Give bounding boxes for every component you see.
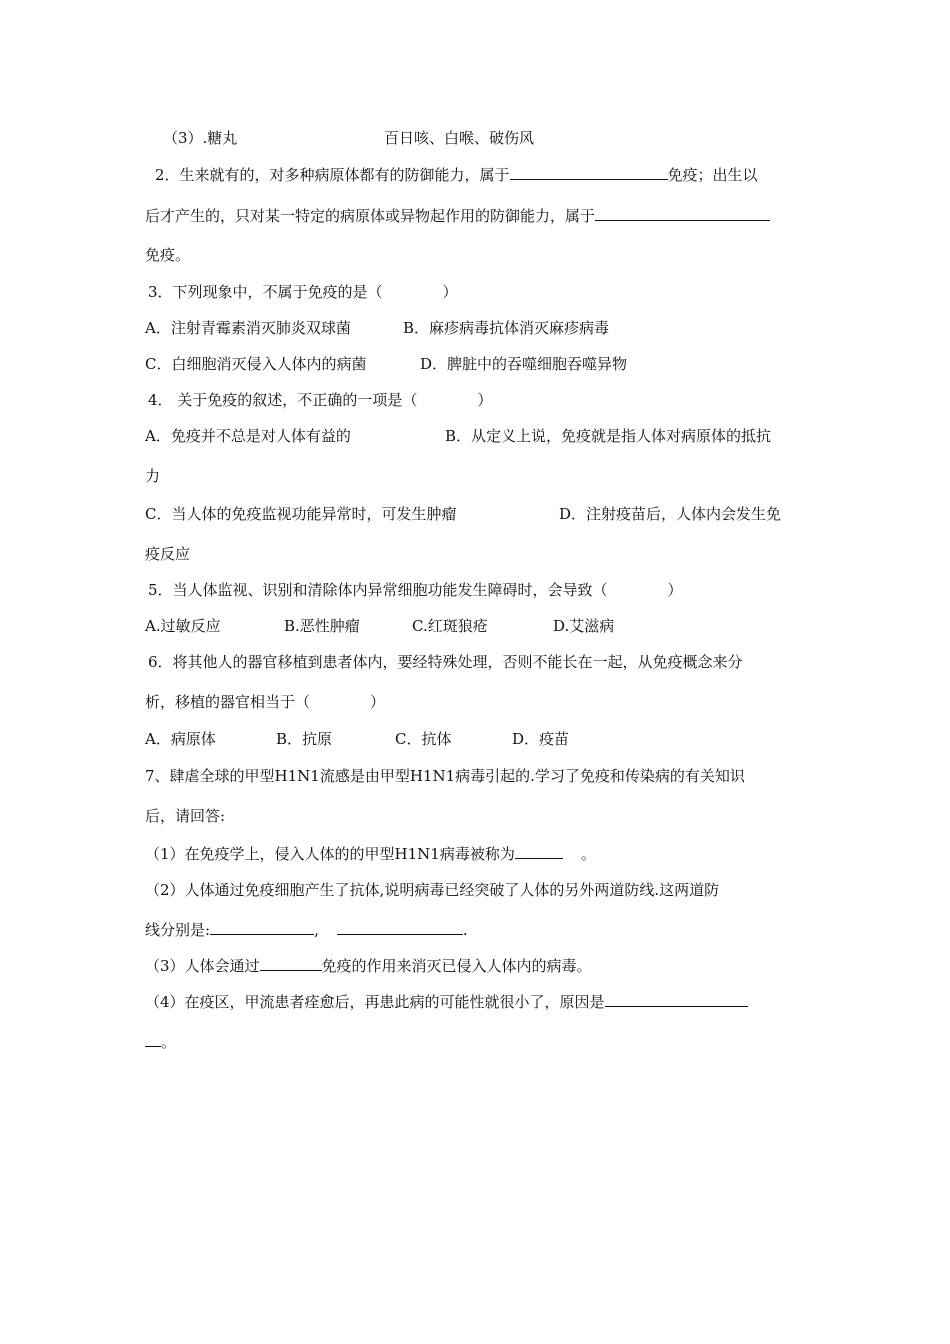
q7-sub2-blank-1[interactable] bbox=[210, 919, 314, 935]
q3-stem: 3．下列现象中，不属于免疫的是（ ） bbox=[148, 283, 458, 301]
q7-sub3-text-b: 免疫的作用来消灭已侵入人体内的病毒。 bbox=[321, 957, 592, 975]
q4-option-d: D．注射疫苗后，人体内会发生免 bbox=[559, 505, 782, 523]
q5-stem: 5．当人体监视、识别和清除体内异常细胞功能发生障碍时，会导致（ ） bbox=[148, 581, 683, 599]
q2-text-c: 后才产生的，只对某一特定的病原体或异物起作用的防御能力，属于 bbox=[145, 207, 596, 225]
q2-text-a: 2．生来就有的，对多种病原体都有的防御能力，属于 bbox=[155, 166, 510, 184]
q7-sub4-blank-cont[interactable] bbox=[145, 1031, 161, 1047]
q2-line3: 免疫。 bbox=[145, 246, 191, 264]
q3-option-c: C．白细胞消灭侵入人体内的病菌 bbox=[145, 355, 367, 373]
q7-sub4-text: （4）在疫区，甲流患者痊愈后，再患此病的可能性就很小了，原因是 bbox=[145, 993, 605, 1011]
q7-sub1-end: 。 bbox=[580, 845, 596, 863]
q6-option-d: D．疫苗 bbox=[512, 730, 570, 748]
q2-text-b: 免疫；出生以 bbox=[667, 166, 758, 184]
q7-sub2-comma: , bbox=[314, 921, 319, 939]
q7-sub3 bbox=[145, 955, 592, 976]
q4-option-b: B．从定义上说，免疫就是指人体对病原体的抵抗 bbox=[445, 427, 772, 445]
q5-option-a: A.过敏反应 bbox=[145, 617, 221, 635]
q3-option-d: D．脾脏中的吞噬细胞吞噬异物 bbox=[420, 355, 628, 373]
q4-option-c: C．当人体的免疫监视功能异常时，可发生肿瘤 bbox=[145, 505, 457, 523]
q7-sub4-cont bbox=[145, 1031, 176, 1052]
q6-option-b: B．抗原 bbox=[276, 730, 333, 748]
q7-sub1-blank[interactable] bbox=[515, 843, 563, 859]
q7-sub1-text: （1）在免疫学上，侵入人体的的甲型H1N1病毒被称为 bbox=[145, 845, 515, 863]
q7-sub3-blank[interactable] bbox=[260, 955, 322, 971]
q3-option-a: A．注射青霉素消灭肺炎双球菌 bbox=[145, 319, 351, 337]
q4-stem: 4． 关于免疫的叙述，不正确的一项是（ ） bbox=[148, 391, 493, 409]
q7-sub1 bbox=[145, 843, 596, 864]
q4-option-b-cont: 力 bbox=[145, 467, 161, 485]
q7-sub2-line1: （2）人体通过免疫细胞产生了抗体,说明病毒已经突破了人体的另外两道防线.这两道防 bbox=[145, 881, 720, 899]
q5-option-b: B.恶性肿瘤 bbox=[284, 617, 360, 635]
q1-item3-diseases: 百日咳、白喉、破伤风 bbox=[384, 129, 535, 147]
q4-option-d-cont: 疫反应 bbox=[145, 545, 191, 563]
q6-option-a: A．病原体 bbox=[145, 730, 216, 748]
q7-sub2-period: . bbox=[462, 921, 468, 939]
q5-option-d: D.艾滋病 bbox=[553, 617, 615, 635]
q6-stem-line1: 6．将其他人的器官移植到患者体内，要经特殊处理，否则不能长在一起，从免疫概念来分 bbox=[148, 653, 743, 671]
q5-option-c: C.红斑狼疮 bbox=[412, 617, 488, 635]
q7-sub4-blank[interactable] bbox=[605, 991, 748, 1007]
q6-stem-line2: 析，移植的器官相当于（ ） bbox=[145, 693, 386, 711]
q7-sub4 bbox=[145, 991, 748, 1012]
q2-line2 bbox=[145, 205, 770, 226]
q7-stem-line1: 7、肆虐全球的甲型H1N1流感是由甲型H1N1病毒引起的.学习了免疫和传染病的有关知识 bbox=[145, 767, 745, 785]
q4-option-a: A．免疫并不总是对人体有益的 bbox=[145, 427, 351, 445]
q7-sub2-label: 线分别是: bbox=[145, 921, 211, 939]
q2-blank-2[interactable] bbox=[595, 205, 770, 221]
q1-item3-label: （3）.糖丸 bbox=[163, 129, 238, 147]
q7-sub2-blank-2[interactable] bbox=[337, 919, 463, 935]
q6-option-c: C．抗体 bbox=[395, 730, 452, 748]
q7-sub3-text-a: （3）人体会通过 bbox=[145, 957, 260, 975]
q7-sub2-line2 bbox=[145, 919, 468, 940]
q7-sub4-end: 。 bbox=[161, 1033, 177, 1051]
q2-blank-1[interactable] bbox=[510, 164, 668, 180]
q3-option-b: B．麻疹病毒抗体消灭麻疹病毒 bbox=[403, 319, 610, 337]
q2-line1 bbox=[155, 164, 758, 185]
q7-stem-line2: 后，请回答: bbox=[145, 807, 226, 825]
